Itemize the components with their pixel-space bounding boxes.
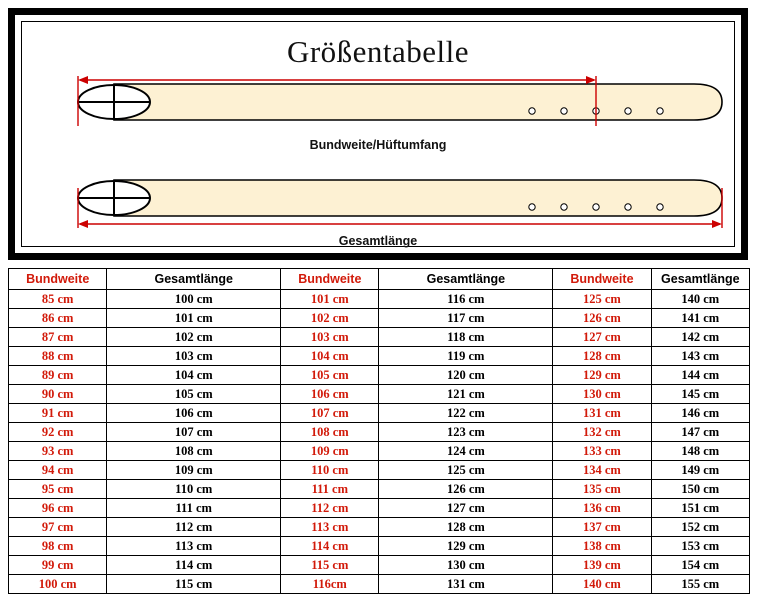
cell-gesamtlaenge: 155 cm [651,575,749,594]
cell-gesamtlaenge: 126 cm [379,480,553,499]
size-table [8,268,750,594]
cell-bundweite: 126 cm [553,309,651,328]
cell-gesamtlaenge: 149 cm [651,461,749,480]
cell-gesamtlaenge: 109 cm [107,461,281,480]
cell-gesamtlaenge: 128 cm [379,518,553,537]
cell-gesamtlaenge: 147 cm [651,423,749,442]
cell-bundweite: 110 cm [281,461,379,480]
cell-bundweite: 102 cm [281,309,379,328]
cell-bundweite: 127 cm [553,328,651,347]
cell-bundweite: 113 cm [281,518,379,537]
cell-gesamtlaenge: 115 cm [107,575,281,594]
cell-gesamtlaenge: 108 cm [107,442,281,461]
cell-gesamtlaenge: 143 cm [651,347,749,366]
cell-bundweite: 98 cm [9,537,107,556]
table-row [9,309,750,328]
cell-gesamtlaenge: 151 cm [651,499,749,518]
cell-gesamtlaenge: 122 cm [379,404,553,423]
cell-gesamtlaenge: 124 cm [379,442,553,461]
table-row [9,461,750,480]
cell-gesamtlaenge: 129 cm [379,537,553,556]
cell-gesamtlaenge: 102 cm [107,328,281,347]
cell-bundweite: 139 cm [553,556,651,575]
cell-gesamtlaenge: 130 cm [379,556,553,575]
cell-bundweite: 93 cm [9,442,107,461]
cell-gesamtlaenge: 140 cm [651,290,749,309]
cell-bundweite: 105 cm [281,366,379,385]
cell-bundweite: 112 cm [281,499,379,518]
cell-gesamtlaenge: 152 cm [651,518,749,537]
table-row [9,537,750,556]
cell-gesamtlaenge: 123 cm [379,423,553,442]
belt-top [78,76,722,126]
cell-bundweite: 136 cm [553,499,651,518]
cell-bundweite: 90 cm [9,385,107,404]
cell-gesamtlaenge: 110 cm [107,480,281,499]
cell-bundweite: 99 cm [9,556,107,575]
cell-gesamtlaenge: 148 cm [651,442,749,461]
cell-gesamtlaenge: 101 cm [107,309,281,328]
table-row [9,499,750,518]
cell-bundweite: 92 cm [9,423,107,442]
table-header-row [9,269,750,290]
cell-bundweite: 104 cm [281,347,379,366]
cell-bundweite: 128 cm [553,347,651,366]
caption-gesamtlaenge: Gesamtlänge [338,234,418,248]
cell-bundweite: 89 cm [9,366,107,385]
cell-bundweite: 96 cm [9,499,107,518]
cell-bundweite: 132 cm [553,423,651,442]
cell-bundweite: 101 cm [281,290,379,309]
cell-gesamtlaenge: 117 cm [379,309,553,328]
cell-gesamtlaenge: 146 cm [651,404,749,423]
cell-bundweite: 140 cm [553,575,651,594]
table-row [9,328,750,347]
cell-bundweite: 85 cm [9,290,107,309]
cell-gesamtlaenge: 111 cm [107,499,281,518]
cell-bundweite: 97 cm [9,518,107,537]
table-row [9,575,750,594]
cell-gesamtlaenge: 150 cm [651,480,749,499]
cell-gesamtlaenge: 153 cm [651,537,749,556]
cell-bundweite: 129 cm [553,366,651,385]
table-row [9,442,750,461]
cell-bundweite: 95 cm [9,480,107,499]
cell-bundweite: 106 cm [281,385,379,404]
cell-gesamtlaenge: 106 cm [107,404,281,423]
header-bundweite-1: Bundweite [9,269,107,290]
table-body [9,290,750,594]
cell-gesamtlaenge: 154 cm [651,556,749,575]
cell-gesamtlaenge: 114 cm [107,556,281,575]
cell-gesamtlaenge: 144 cm [651,366,749,385]
cell-bundweite: 100 cm [9,575,107,594]
table-row [9,385,750,404]
cell-gesamtlaenge: 145 cm [651,385,749,404]
page-title: Größentabelle [286,34,470,69]
cell-bundweite: 109 cm [281,442,379,461]
header-gesamtlaenge-2: Gesamtlänge [379,269,553,290]
cell-gesamtlaenge: 127 cm [379,499,553,518]
cell-bundweite: 125 cm [553,290,651,309]
table-row [9,347,750,366]
cell-gesamtlaenge: 120 cm [379,366,553,385]
cell-bundweite: 133 cm [553,442,651,461]
table-row [9,480,750,499]
cell-bundweite: 130 cm [553,385,651,404]
cell-bundweite: 94 cm [9,461,107,480]
cell-gesamtlaenge: 142 cm [651,328,749,347]
table-row [9,290,750,309]
caption-bundweite-hueftumfang: Bundweite/Hüftumfang [309,138,447,152]
cell-gesamtlaenge: 107 cm [107,423,281,442]
cell-gesamtlaenge: 131 cm [379,575,553,594]
header-gesamtlaenge-1: Gesamtlänge [107,269,281,290]
table-row [9,423,750,442]
cell-bundweite: 116cm [281,575,379,594]
cell-gesamtlaenge: 125 cm [379,461,553,480]
cell-bundweite: 111 cm [281,480,379,499]
cell-gesamtlaenge: 103 cm [107,347,281,366]
header-bundweite-3: Bundweite [553,269,651,290]
cell-gesamtlaenge: 121 cm [379,385,553,404]
cell-bundweite: 131 cm [553,404,651,423]
cell-bundweite: 138 cm [553,537,651,556]
table-row [9,404,750,423]
cell-bundweite: 108 cm [281,423,379,442]
cell-gesamtlaenge: 104 cm [107,366,281,385]
table-row [9,518,750,537]
cell-bundweite: 107 cm [281,404,379,423]
cell-bundweite: 103 cm [281,328,379,347]
cell-bundweite: 88 cm [9,347,107,366]
cell-gesamtlaenge: 141 cm [651,309,749,328]
cell-gesamtlaenge: 112 cm [107,518,281,537]
cell-gesamtlaenge: 105 cm [107,385,281,404]
cell-bundweite: 86 cm [9,309,107,328]
cell-gesamtlaenge: 113 cm [107,537,281,556]
cell-bundweite: 115 cm [281,556,379,575]
cell-gesamtlaenge: 116 cm [379,290,553,309]
header-bundweite-2: Bundweite [281,269,379,290]
diagram-panel [8,8,748,260]
cell-bundweite: 114 cm [281,537,379,556]
cell-gesamtlaenge: 119 cm [379,347,553,366]
cell-bundweite: 134 cm [553,461,651,480]
cell-gesamtlaenge: 100 cm [107,290,281,309]
cell-bundweite: 87 cm [9,328,107,347]
cell-bundweite: 91 cm [9,404,107,423]
cell-bundweite: 135 cm [553,480,651,499]
table-row [9,366,750,385]
cell-gesamtlaenge: 118 cm [379,328,553,347]
diagram-inner-frame [21,21,735,247]
belt-bottom [78,180,722,228]
cell-bundweite: 137 cm [553,518,651,537]
header-gesamtlaenge-3: Gesamtlänge [651,269,749,290]
